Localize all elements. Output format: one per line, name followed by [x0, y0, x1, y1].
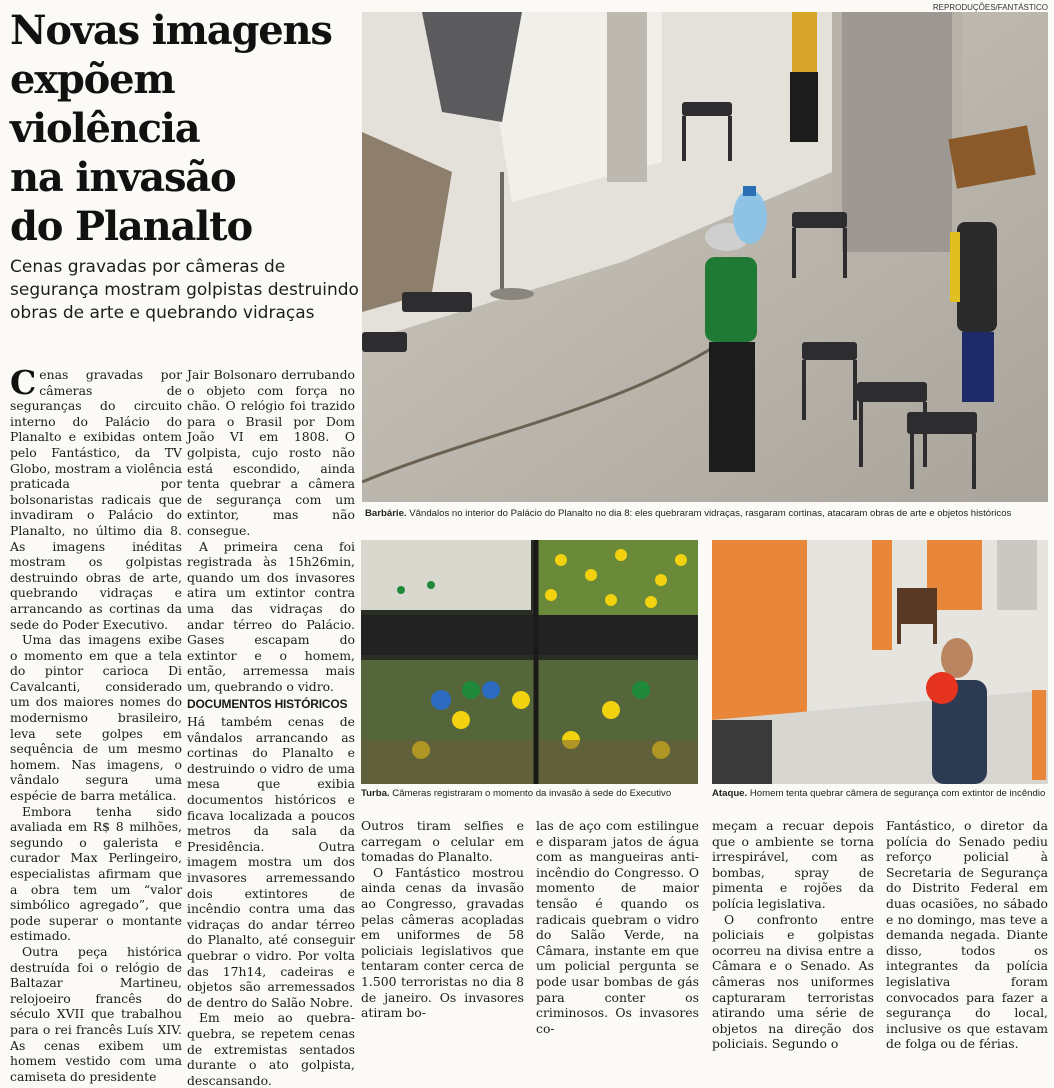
- man-background: [790, 12, 818, 142]
- paragraph: Outros tiram selfies e carregam o celular em tomadas do Planalto.: [361, 818, 524, 865]
- crowd-photo-caption: [361, 788, 701, 800]
- crowd-photo: [361, 540, 698, 784]
- attack-photo-scene: [712, 540, 1048, 784]
- caption-label: Turba.: [361, 788, 390, 799]
- attack-photo-caption: [712, 788, 1050, 800]
- main-photo-caption: [365, 508, 1048, 520]
- subhead: DOCUMENTOS HISTÓRICOS: [187, 697, 348, 712]
- caption-text: Vândalos no interior do Palácio do Planalto no dia 8: eles quebraram vidraças, rasgaram cortinas, atacaram obras de arte e objetos históricos: [406, 508, 1012, 519]
- photo-credit: REPRODUÇÕES/FANTÁSTICO: [932, 3, 1048, 12]
- paragraph: O Fantástico mostrou ainda cenas da invasão ao Congresso, gravadas pelas câmeras acopladas em uniformes de 58 policiais legislativos que tentaram conter cerca de 1.500 terroristas no dia 8 de janeiro. Os invasores atiram bo-: [361, 864, 524, 1021]
- paragraph: Embora tenha sido avaliada em R$ 8 milhões, segundo o galerista e curador Max Perlingeiro, especialistas afirmam que a obra tem um “valor simbólico agregado”, que pode superar o montante estimado.: [10, 803, 182, 944]
- paragraph: Outra peça histórica destruída foi o relógio de Baltazar Martineu, relojoeiro francês do século XVII que trabalhou para o rei francês Luís XIV. As cenas exibem um homem vestido com uma camiseta do presidente: [10, 943, 182, 1084]
- dropcap: C: [10, 363, 37, 402]
- paragraph: meçam a recuar depois que o ambiente se torna irrespirável, com as bombas, spray de pimenta e rojões da polícia legislativa.: [712, 818, 874, 911]
- paragraph: Jair Bolsonaro derrubando o objeto com força no chão. O relógio foi trazido para o Brasil por Dom João VI em 1808. O golpista, cujo rosto não está escondido, ainda tenta quebrar a câmera de segurança com um extintor, mas não consegue.: [187, 367, 355, 538]
- caption-text: Homem tenta quebrar câmera de segurança com extintor de incêndio: [747, 788, 1046, 799]
- text-column-4: [536, 818, 699, 1036]
- paragraph: Em meio ao quebra-quebra, se repetem cenas de extremistas sentados durante o ato golpista, descansando.: [187, 1010, 355, 1088]
- paragraph: Cenas gravadas por câmeras de seguranças do circuito interno do Palácio do Planalto e exibidas ontem pelo Fantástico, da TV Globo, mostram a violência praticada por bolsonaristas radicais que invadiram o Palácio do Planalto, no último dia 8. As imagens inéditas mostram os golpistas destruindo obras de arte, quebrando vidraças e arrancando as cortinas da sede do Poder Executivo.: [10, 363, 182, 632]
- text-column-1: [10, 363, 182, 1084]
- paragraph: Uma das imagens exibe o momento em que a tela do pintor carioca Di Cavalcanti, considerado um dos maiores nomes do modernismo brasileiro, leva sete golpes em sequência de um mesmo homem. Nas imagens, o vândalo segura uma espécie de barra metálica.: [10, 632, 182, 804]
- headline: Novas imagens expõem violência na invasão do Planalto: [10, 7, 332, 250]
- paragraph: las de aço com estilingue e disparam jatos de água com as mangueiras anti-incêndio do Congresso. O momento de maior tensão é quando os radicais quebram o vidro do Salão Verde, na Câmara, instante em que um policial pergunta se pode usar bombas de gás para conter os criminosos. Os invasores co-: [536, 818, 699, 1036]
- crowd-photo-scene: [361, 540, 698, 784]
- paragraph: O confronto entre policiais e golpistas ocorreu na divisa entre a Câmara e o Senado. As câmeras nos uniformes capturaram terroristas atirando uma série de objetos na direção dos policiais. Segundo o: [712, 911, 874, 1052]
- text-column-3: [361, 818, 524, 1021]
- paragraph: Fantástico, o diretor da polícia do Senado pediu reforço policial à Secretaria de Segurança do Distrito Federal em duas ocasiões, no sábado e no domingo, mas teve a demanda negada. Diante disso, todos os integrantes da polícia legislativa foram convocados para fazer a segurança do local, inclusive os que estavam de folga ou de férias.: [886, 818, 1048, 1052]
- paragraph: A primeira cena foi registrada às 15h26min, quando um dos invasores atira um extintor contra uma das vidraças do andar térreo do Palácio. Gases escapam do extintor e o homem, então, arremessa mais um, quebrando o vidro.: [187, 538, 355, 694]
- text-column-5: [712, 818, 874, 1052]
- paragraph: Há também cenas de vândalos arrancando as cortinas do Planalto e destruindo o vidro de uma mesa que exibia documentos históricos e ficava localizada a poucos metros da sala da Presidência. Outra imagem mostra um dos invasores arremessando dois extintores de incêndio contra uma das vidraças do andar térreo do Planalto, até conseguir quebrar o vidro. Por volta das 17h14, cadeiras e objetos são arremessados de dentro do Salão Nobre.: [187, 714, 355, 1010]
- main-photo-scene: [362, 12, 1048, 502]
- column-pillar: [842, 12, 952, 252]
- text-column-6: [886, 818, 1048, 1052]
- main-photo: [362, 12, 1048, 502]
- caption-label: Ataque.: [712, 788, 748, 799]
- text-column-2: [187, 367, 355, 1088]
- caption-label: Barbárie.: [365, 508, 407, 519]
- deck-subtitle: Cenas gravadas por câmeras de segurança mostram golpistas destruindo obras de arte e quebrando vidraças: [10, 257, 359, 323]
- attack-photo: [712, 540, 1048, 784]
- caption-text: Câmeras registraram o momento da invasão à sede do Executivo: [389, 788, 672, 799]
